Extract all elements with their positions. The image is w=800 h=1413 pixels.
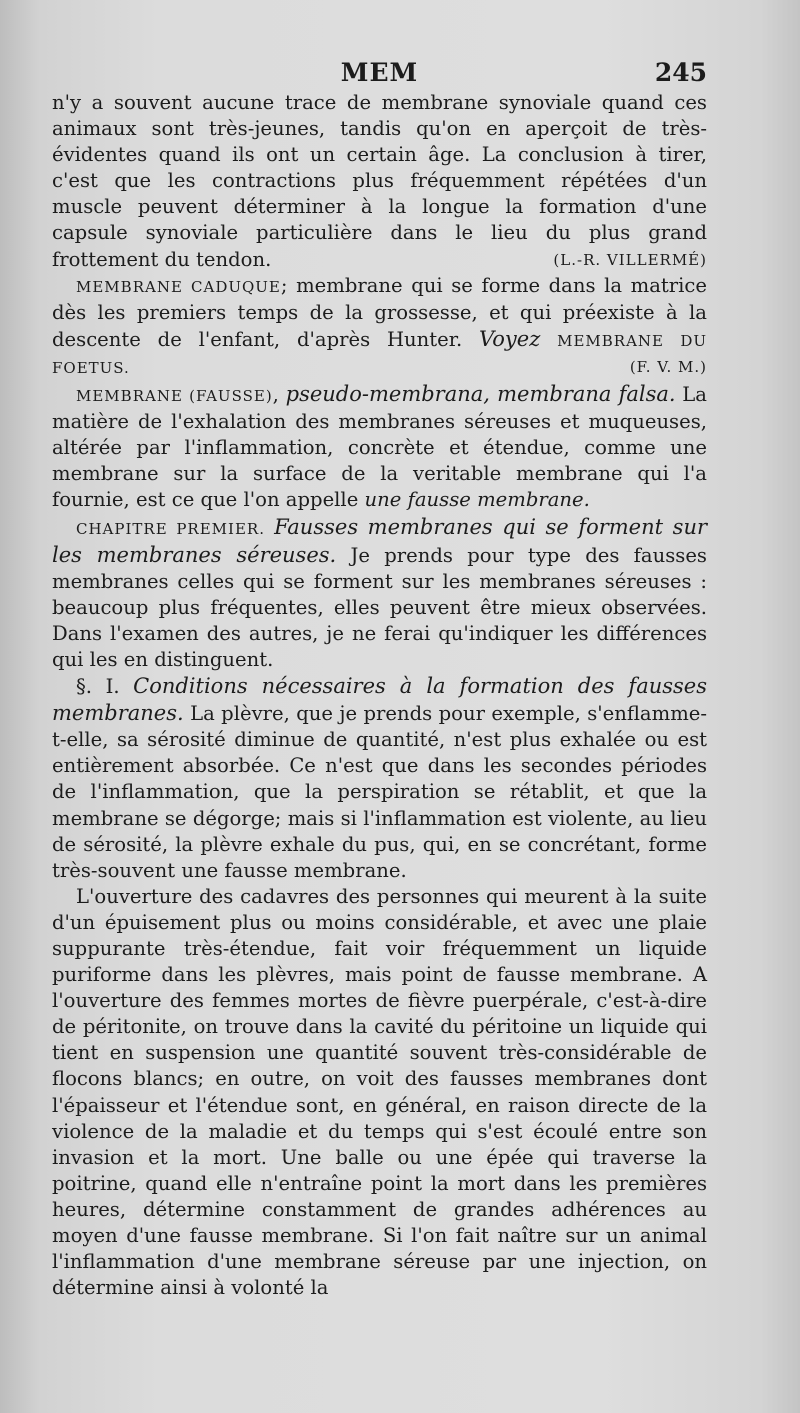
- section-text: La plèvre, que je prends pour exemple, s'enflamme-t-elle, sa sérosité diminue de quantité, n'est plus exhalée ou est entièrement absorbée. Ce n'est que dans les secondes périodes de l'inflammation, que la perspiration se rétablit, et que la membrane se dégorge; mais si l'inflammation est violente, au lieu de sérosité, la plèvre exhale du pus, qui, en se concrétant, forme très-souvent une fausse membrane.: [52, 702, 707, 882]
- page-header: [52, 58, 707, 90]
- section-one: [52, 673, 707, 884]
- body-text: [52, 90, 707, 1301]
- chapter-text: Je prends pour type des fausses membranes celles qui se forment sur les membranes séreuses : beaucoup plus fréquentes, elles peuvent être mieux observées. Dans l'examen des autres, je ne ferai qu'indiquer les différences qui les en distinguent.: [52, 543, 707, 671]
- chapter-one: [52, 514, 707, 674]
- entry-heading: MEMBRANE (FAUSSE): [76, 387, 273, 406]
- entry-text: La matière de l'exhalation des membranes séreuses et muqueuses, altérée par l'inflammation, concrète et étendue, comme une membrane sur la surface de la veritable membrane qui l'a fournie, est ce que l'on appelle: [52, 383, 707, 512]
- section-number: §. I.: [76, 675, 120, 699]
- running-head: MEM: [340, 58, 419, 87]
- author-signature: (L.-R. VILLERMÉ): [553, 250, 707, 269]
- latin-terms: pseudo-membrana, membrana falsa.: [285, 382, 676, 407]
- paragraph-ouverture: [52, 884, 707, 1302]
- author-signature: (F. V. M.): [629, 357, 707, 376]
- cross-reference-label: Voyez: [479, 326, 541, 351]
- page-number: 245: [654, 58, 707, 87]
- paragraph-text: L'ouverture des cadavres des personnes qui meurent à la suite d'un épuisement plus ou moins considérable, et avec une plaie suppurante très-étendue, fait voir fréquemment un liquide puriforme dans les plèvres, mais point de fausse membrane. A l'ouverture des femmes mortes de fièvre puerpérale, c'est-à-dire de péritonite, on trouve dans la cavité du péritoine un liquide qui tient en suspension une quantité souvent très-considérable de flocons blancs; en outre, on voit des fausses membranes dont l'épaisseur et l'étendue sont, en général, en raison directe de la violence de la maladie et du temps qui s'est écoulé entre son invasion et la mort. Une balle ou une épée qui traverse la poitrine, quand elle n'entraîne point la mort dans les premières heures, détermine constamment de grandes adhérences au moyen d'une fausse membrane. Si l'on fait naître sur un animal l'inflammation d'une membrane séreuse par une injection, on détermine ainsi à volonté la: [52, 884, 707, 1300]
- entry-membrane-fausse: MEMBRANE (FAUSSE), pseudo-membrana, membrana falsa. La matière de l'exhalation des membranes séreuses et muqueuses, altérée par l'inflammation, concrète et étendue, comme une membrane sur la surface de la veritable membrane qui l'a fournie, est ce que l'on appelle une fausse membrane.: [52, 382, 707, 512]
- paragraph-villerme: [52, 90, 707, 273]
- defined-term: une fausse membrane.: [364, 488, 590, 512]
- entry-text: ; membrane qui se forme dans la matrice dès les premiers temps de la grossesse, et qui préexiste à la descente de l'enfant, d'après Hunter.: [52, 273, 707, 351]
- cross-reference: MEMBRANE DU FOETUS.: [52, 331, 708, 377]
- chapter-title: Fausses membranes qui se forment sur les membranes séreuses.: [52, 514, 708, 567]
- entry-membrane-caduque: [52, 273, 707, 381]
- chapter-heading: CHAPITRE PREMIER.: [76, 519, 265, 538]
- paragraph-text: n'y a souvent aucune trace de membrane synoviale quand ces animaux sont très-jeunes, tandis qu'on en aperçoit de très-évidentes quand ils ont un certain âge. La conclusion à tirer, c'est que les contractions plus fréquemment répétées d'un muscle peuvent déterminer à la longue la formation d'une capsule synoviale particulière dans le lieu du plus grand frottement du tendon.: [52, 91, 707, 271]
- entry-heading: MEMBRANE CADUQUE: [76, 277, 281, 296]
- section-title: Conditions nécessaires à la formation des fausses membranes.: [52, 674, 707, 726]
